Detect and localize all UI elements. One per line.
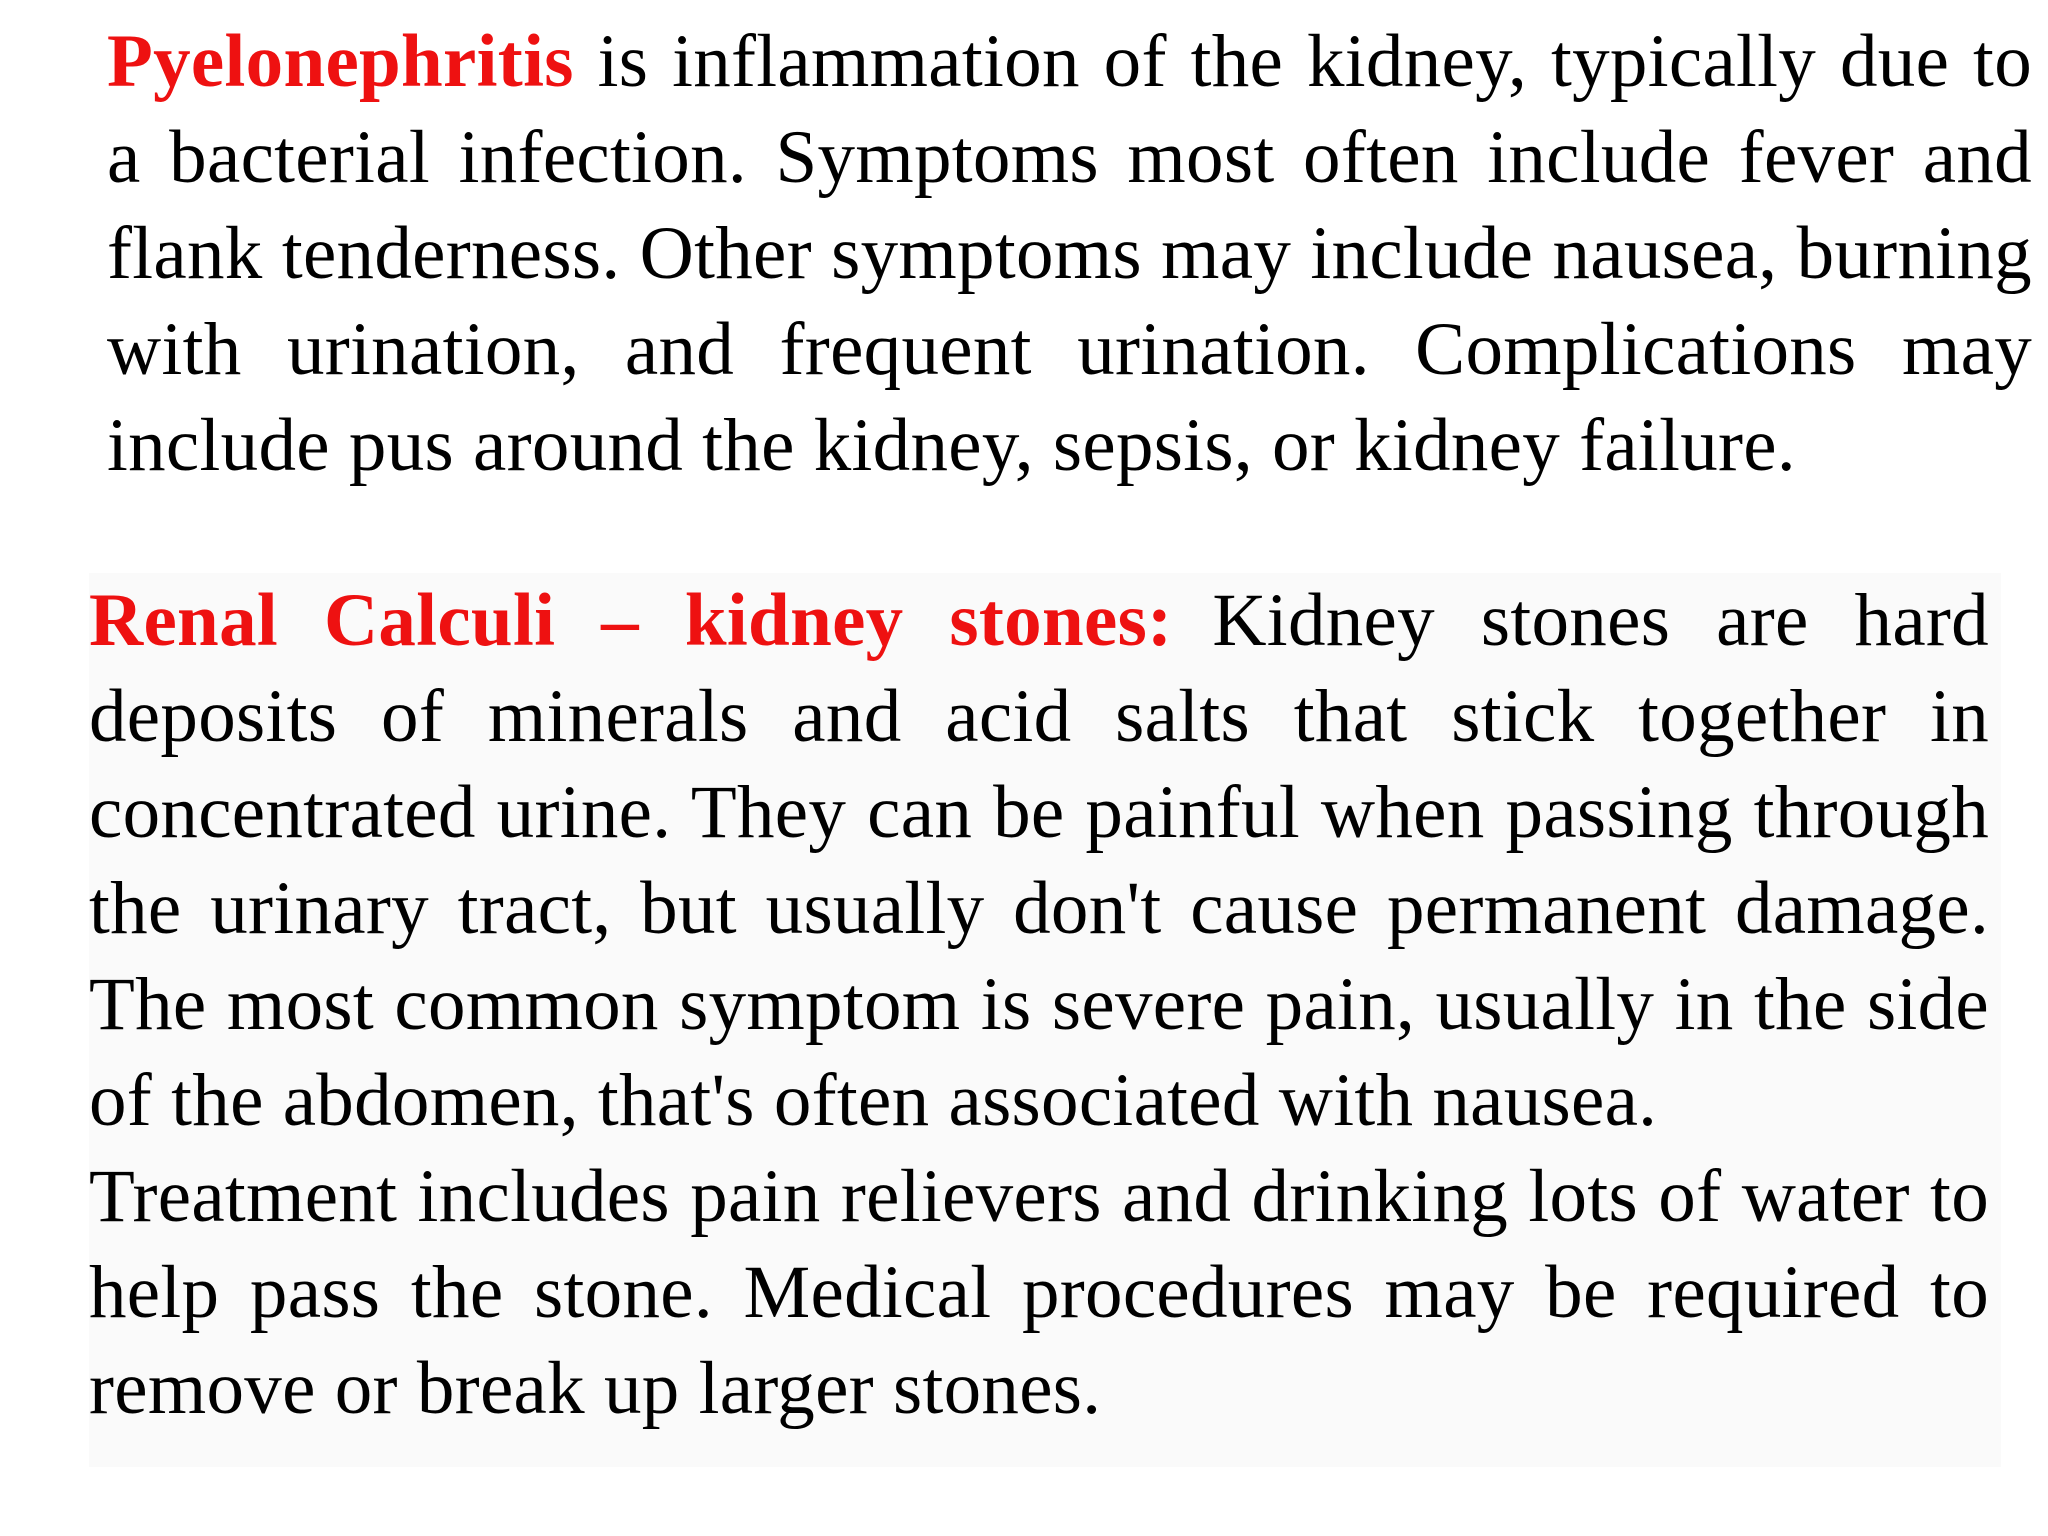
pyelonephritis-term: Pyelonephritis [107,20,574,103]
pyelonephritis-paragraph [107,14,2032,494]
pyelonephritis-description: is inflammation of the kidney, typically due to a bacterial infection. Symptoms most often include fever and flank tenderness. Other symptoms may include nausea, burning with urination, and frequent urination. Complications may include pus around the kidney, sepsis, or kidney failure. [107,20,2032,487]
renal-calculi-section [89,573,2001,1467]
treatment-paragraph: Treatment includes pain relievers and drinking lots of water to help pass the stone. Medical procedures may be required to remove or break up larger stones. [89,1155,1989,1430]
renal-calculi-heading: Renal Calculi – kidney stones: [89,579,1173,662]
renal-calculi-paragraph [89,573,1989,1149]
renal-calculi-description: Kidney stones are hard deposits of minerals and acid salts that stick together in concentrated urine. They can be painful when passing through the urinary tract, but usually don't cause permanent damage. The most common symptom is severe pain, usually in the side of the abdomen, that's often associated with nausea. [89,579,1989,1142]
